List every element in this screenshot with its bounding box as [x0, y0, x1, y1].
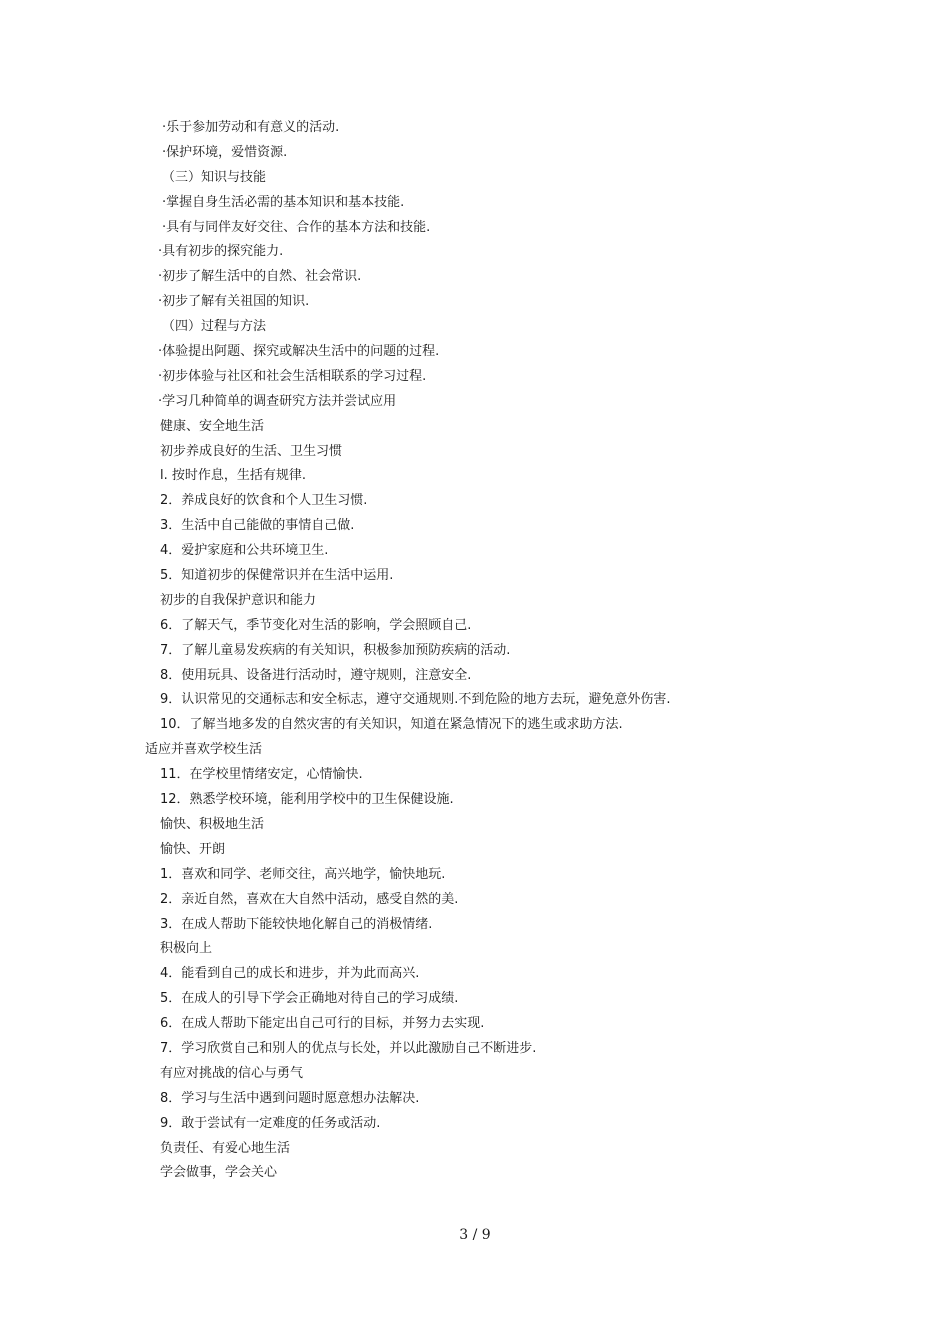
- list-item: 10．了解当地多发的自然灾害的有关知识，知道在紧急情况下的逃生或求助方法.: [160, 717, 623, 733]
- subheading: 适应并喜欢学校生活: [145, 742, 263, 758]
- list-item: 5．知道初步的保健常识并在生活中运用.: [160, 568, 394, 584]
- list-item: 7．学习欣赏自己和别人的优点与长处，并以此激励自己不断进步.: [160, 1040, 537, 1056]
- list-item: 5．在成人的引导下学会正确地对待自己的学习成绩.: [160, 991, 459, 1007]
- text-line: ·具有初步的探究能力.: [158, 244, 284, 260]
- list-item: 2．养成良好的饮食和个人卫生习惯.: [160, 493, 368, 509]
- text-line: ·乐于参加劳动和有意义的活动.: [162, 120, 340, 135]
- list-item: 6．了解天气，季节变化对生活的影响，学会照顾自己.: [160, 617, 472, 633]
- list-item: 12．熟悉学校环境，能利用学校中的卫生保健设施.: [160, 792, 454, 808]
- section-heading: （三）知识与技能: [162, 169, 267, 185]
- subheading: 初步养成良好的生活、卫生习惯: [160, 443, 343, 459]
- subheading: 健康、安全地生活: [160, 418, 265, 434]
- list-item: 2．亲近自然，喜欢在大自然中活动，感受自然的美.: [160, 891, 459, 907]
- subheading: 学会做事，学会关心: [160, 1165, 278, 1181]
- list-item: 9．认识常见的交通标志和安全标志，遵守交通规则.不到危险的地方去玩，避免意外伤害.: [160, 692, 671, 708]
- subheading: 愉快、积极地生活: [160, 816, 265, 832]
- list-item: 7．了解儿童易发疾病的有关知识，积极参加预防疾病的活动.: [160, 642, 511, 658]
- text-line: ·初步体验与社区和社会生活相联系的学习过程.: [158, 368, 427, 384]
- list-item: 4．爱护家庭和公共环境卫生.: [160, 543, 329, 559]
- subheading: 愉快、开朗: [160, 841, 226, 857]
- text-line: ·学习几种简单的调查研究方法并尝试应用: [158, 393, 397, 409]
- list-item: 6．在成人帮助下能定出自己可行的目标，并努力去实现.: [160, 1016, 485, 1032]
- list-item: 11．在学校里情绪安定，心情愉快.: [160, 767, 363, 783]
- page-number: 3 / 9: [459, 1227, 491, 1243]
- list-item: 3．在成人帮助下能较快地化解自己的消极情绪.: [160, 916, 433, 932]
- text-line: ·保护环境，爱惜资源.: [162, 144, 288, 160]
- list-item: 4．能看到自己的成长和进步，并为此而高兴.: [160, 966, 420, 982]
- list-item: 8．使用玩具、设备进行活动时，遵守规则，注意安全.: [160, 667, 472, 683]
- document-body: [0, 116, 950, 1186]
- list-item: l. 按时作息，生括有规律.: [160, 468, 307, 484]
- list-item: 8．学习与生活中遇到问题时愿意想办法解决.: [160, 1090, 420, 1106]
- list-item: 9．敢于尝试有一定难度的任务或活动.: [160, 1115, 381, 1131]
- list-item: 3．生活中自己能做的事情自己做.: [160, 518, 355, 534]
- section-heading: （四）过程与方法: [162, 319, 267, 335]
- list-item: 1．喜欢和同学、老师交往，高兴地学，愉快地玩.: [160, 866, 446, 882]
- text-line: ·具有与同伴友好交往、合作的基本方法和技能.: [162, 219, 431, 235]
- subheading: 初步的自我保护意识和能力: [160, 592, 317, 608]
- subheading: 有应对挑战的信心与勇气: [160, 1065, 304, 1081]
- text-line: ·体验提出阿题、探究或解决生活中的问题的过程.: [158, 344, 440, 360]
- text-line: ·初步了解生活中的自然、社会常识.: [158, 269, 362, 285]
- text-line: ·初步了解有关祖国的知识.: [158, 294, 310, 310]
- subheading: 积极向上: [160, 941, 213, 957]
- text-line: ·掌握自身生活必需的基本知识和基本技能.: [162, 194, 405, 210]
- subheading: 负责任、有爱心地生活: [160, 1140, 291, 1156]
